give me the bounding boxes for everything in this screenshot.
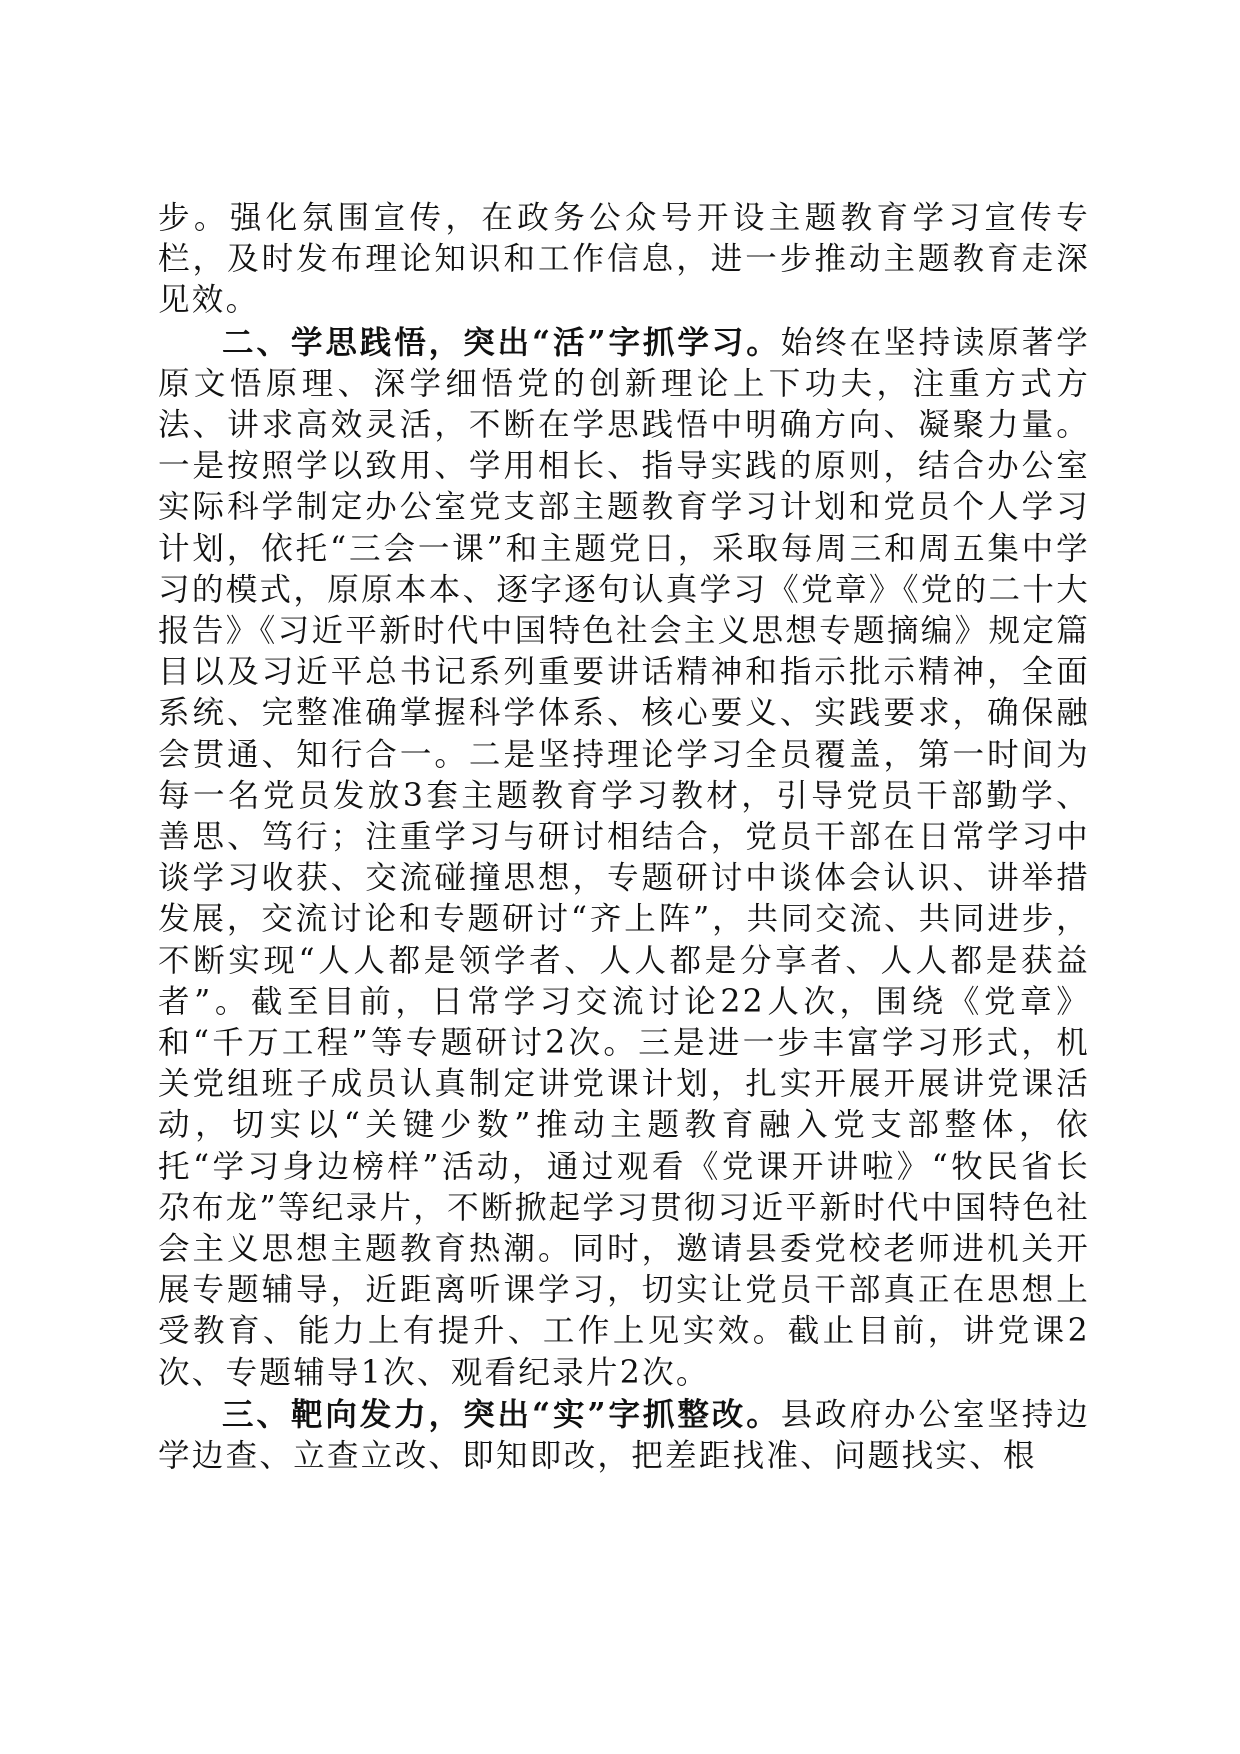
section-3-paragraph xyxy=(158,1394,1090,1477)
section-3-body: 县政府办公室坚持边学边查、立查立改、即知即改，把差距找准、问题找实、根 xyxy=(158,1396,1090,1475)
section-2-body: 始终在坚持读原著学原文悟原理、深学细悟党的创新理论上下功夫，注重方式方法、讲求高效灵活，不断在学思践悟中明确方向、凝聚力量。一是按照学以致用、学用相长、指导实践的原则，结合办公室实际科学制定办公室党支部主题教育学习计划和党员个人学习计划，依托“三会一课”和主题党日，采取每周三和周五集中学习的模式，原原本本、逐字逐句认真学习《党章》《党的二十大报告》《习近平新时代中国特色社会主义思想专题摘编》规定篇目以及习近平总书记系列重要讲话精神和指示批示精神，全面系统、完整准确掌握科学体系、核心要义、实践要求，确保融会贯通、知行合一。二是坚持理论学习全员覆盖，第一时间为每一名党员发放3套主题教育学习教材，引导党员干部勤学、善思、笃行；注重学习与研讨相结合，党员干部在日常学习中谈学习收获、交流碰撞思想，专题研讨中谈体会认识、讲举措发展，交流讨论和专题研讨“齐上阵”，共同交流、共同进步，不断实现“人人都是领学者、人人都是分享者、人人都是获益者”。截至目前，日常学习交流讨论22人次，围绕《党章》和“千万工程”等专题研讨2次。三是进一步丰富学习形式，机关党组班子成员认真制定讲党课计划，扎实开展开展讲党课活动，切实以“关键少数”推动主题教育融入党支部整体，依托“学习身边榜样”活动，通过观看《党课开讲啦》“牧民省长尕布龙”等纪录片，不断掀起学习贯彻习近平新时代中国特色社会主义思想主题教育热潮。同时，邀请县委党校老师进机关开展专题辅导，近距离听课学习，切实让党员干部真正在思想上受教育、能力上有提升、工作上见实效。截止目前，讲党课2次、专题辅导1次、观看纪录片2次。 xyxy=(158,324,1090,1391)
document-body xyxy=(158,198,1090,1477)
section-2-heading: 二、学思践悟，突出“活”字抓学习。 xyxy=(222,323,781,361)
paragraph-continued: 步。强化氛围宣传，在政务公众号开设主题教育学习宣传专栏，及时发布理论知识和工作信息，进一步推动主题教育走深见效。 xyxy=(158,200,1090,319)
section-3-heading: 三、靶向发力，突出“实”字抓整改。 xyxy=(222,1395,781,1433)
section-2-paragraph xyxy=(158,322,1090,1394)
